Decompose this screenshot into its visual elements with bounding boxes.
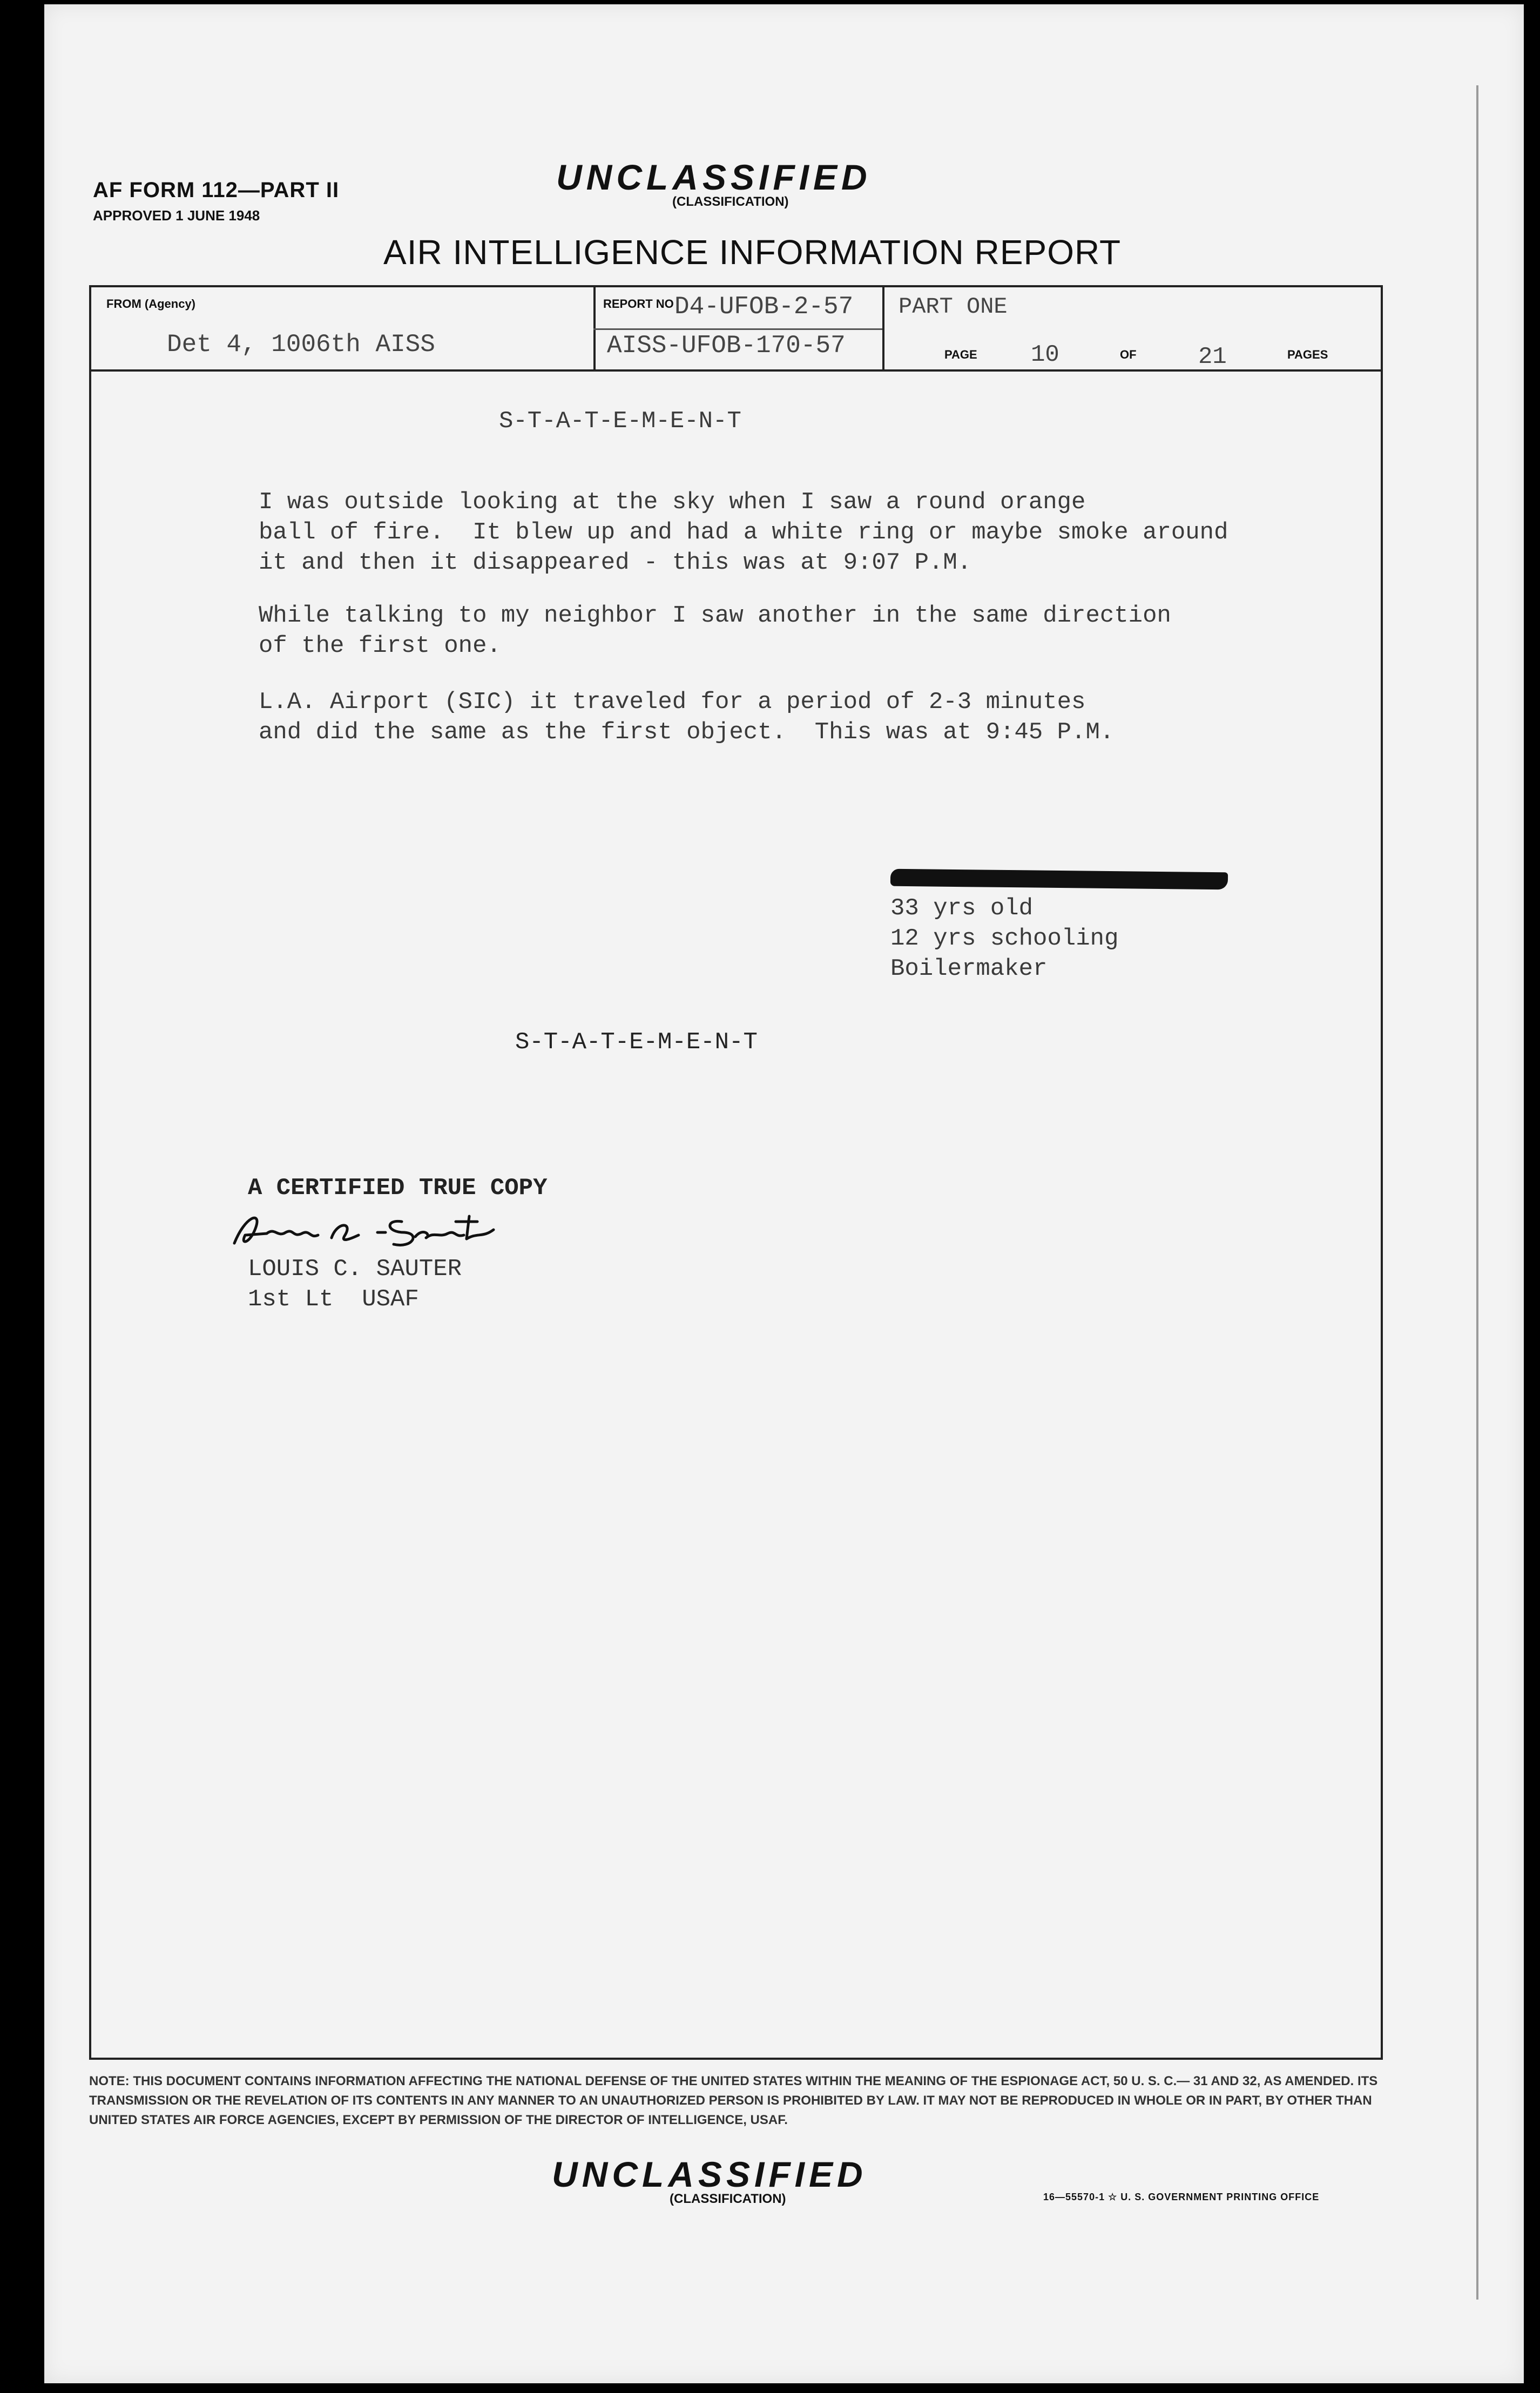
page-label: PAGE <box>944 348 977 361</box>
report-no-divider <box>593 328 882 330</box>
handwritten-signature <box>224 1205 504 1254</box>
header-divider <box>882 287 884 369</box>
signer-block <box>248 1254 462 1315</box>
part-value: PART ONE <box>899 294 1008 320</box>
espionage-act-note: NOTE: THIS DOCUMENT CONTAINS INFORMATION AFFECTING THE NATIONAL DEFENSE OF THE UNITED STATES WITHIN THE MEANING OF THE ESPIONAGE ACT, 50 U. S. C.— 31 AND 32, AS AMENDED. ITS TRANSMISSION OR THE REVELATION OF ITS CONTENTS IN ANY MANNER TO AN UNAUTHORIZED PERSON IS PROHIBITED BY LAW. IT MAY NOT BE REPRODUCED IN WHOLE OR IN PART, BY OTHER THAN UNITED STATES AIR FORCE AGENCIES, EXCEPT BY PERMISSION OF THE DIRECTOR OF INTELLIGENCE, USAF. <box>89 2074 1378 2127</box>
statement-heading-2: S-T-A-T-E-M-E-N-T <box>515 1029 758 1056</box>
signer-rank: 1st Lt USAF <box>248 1286 419 1313</box>
report-no-value-2: AISS-UFOB-170-57 <box>607 332 846 360</box>
classification-stamp-bottom: UNCLASSIFIED <box>552 2154 867 2194</box>
report-title: AIR INTELLIGENCE INFORMATION REPORT <box>383 233 1122 272</box>
form-id: AF FORM 112—PART II <box>93 178 340 202</box>
report-no-value: D4-UFOB-2-57 <box>674 293 854 321</box>
report-no-label: REPORT NO <box>603 297 674 311</box>
total-pages: 21 <box>1198 343 1227 370</box>
pages-label: PAGES <box>1287 348 1328 361</box>
statement-paragraph: I was outside looking at the sky when I saw a round orange ball of fire. It blew up and had a white ring or maybe smoke around it and then it disappeared - this was at 9:07 P.M. <box>259 489 1228 576</box>
report-form-box <box>89 285 1383 2060</box>
approval-date: APPROVED 1 JUNE 1948 <box>93 207 260 224</box>
witness-schooling: 12 yrs schooling <box>890 925 1119 952</box>
statement-paragraph: While talking to my neighbor I saw another in the same direction of the first one. <box>259 602 1171 659</box>
statement-paragraph: L.A. Airport (SIC) it traveled for a period of 2-3 minutes and did the same as the first object. This was at 9:45 P.M. <box>259 689 1115 746</box>
page-number: 10 <box>1031 341 1059 368</box>
certified-copy-label: A CERTIFIED TRUE COPY <box>248 1175 548 1202</box>
from-label: FROM (Agency) <box>106 297 195 311</box>
redaction-mark <box>890 869 1228 890</box>
classification-stamp-top: UNCLASSIFIED <box>556 157 872 197</box>
classification-label-top: (CLASSIFICATION) <box>672 194 789 209</box>
signer-name: LOUIS C. SAUTER <box>248 1256 462 1283</box>
of-label: OF <box>1120 348 1137 361</box>
printer-imprint: 16—55570-1 ☆ U. S. GOVERNMENT PRINTING OFFICE <box>1043 2192 1320 2202</box>
statement-heading: S-T-A-T-E-M-E-N-T <box>499 408 741 435</box>
page-fold-line <box>1476 85 1478 2300</box>
from-value: Det 4, 1006th AISS <box>167 331 435 359</box>
witness-age: 33 yrs old <box>890 895 1034 922</box>
witness-occupation: Boilermaker <box>890 955 1048 982</box>
classification-label-bottom: (CLASSIFICATION) <box>670 2192 786 2206</box>
form-header-row <box>91 287 1381 372</box>
witness-details <box>890 893 1118 984</box>
